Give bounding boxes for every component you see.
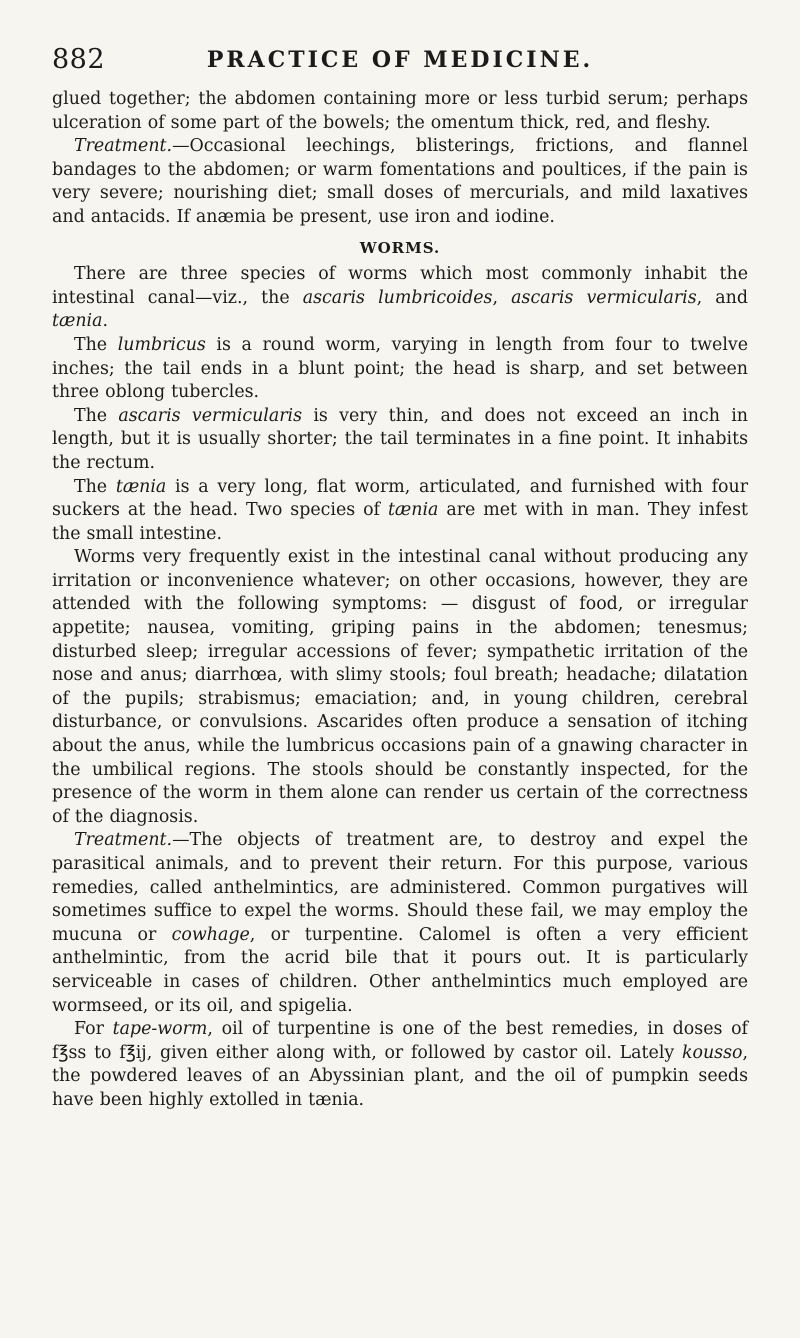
treatment-label: Treatment. [74,830,173,851]
term: tænia [387,500,439,521]
text-run: —The objects of treatment are, to destroy and expel the parasitical animals, and to prevent their return. For this purpose, various remedies, called anthelmintics, are administered. Common purgatives will sometimes suffice to expel the worms. Should these fail, we may employ the mucuna or [52,830,748,945]
page-header [52,44,748,88]
text-run: , oil of turpentine is one of the best remedies, in doses of f℥ss to f℥ij, given either along with, or followed by castor oil. Lately [52,1019,748,1063]
page-number: 882 [52,44,106,75]
text-run: , the powdered leaves of an Abyssinian plant, and the oil of pumpkin seeds have been highly extolled in tænia. [52,1042,748,1110]
paragraph-ascaris [52,405,748,476]
term: cowhage [171,924,250,945]
text-run: are met with in man. They infest the small intestine. [52,500,748,544]
paragraph-treatment [52,135,748,229]
text-run: , and [696,287,749,308]
term: tape-worm [112,1019,208,1040]
text-run: There are three species of worms which most commonly inhabit the intestinal canal—viz., the [52,264,748,308]
text-run: , or turpentine. Calomel is often a very efficient anthelmintic, from the acrid bile that it pours out. It is particularly serviceable in cases of children. Other anthelmintics much employed are wormseed, or its oil, and spigelia. [52,924,748,1016]
paragraph-lumbricus [52,334,748,405]
text-run: The [74,405,119,426]
text-run: For [74,1019,113,1040]
section-heading-worms: WORMS. [359,238,441,257]
paragraph-continued: glued together; the abdomen containing more or less turbid serum; perhaps ulceration of some part of the bowels; the omentum thick, red, and fleshy. [52,89,748,133]
text-run: is a very long, flat worm, articulated, and furnished with four suckers at the head. Two species of [52,476,749,521]
paragraph-symptoms: Worms very frequently exist in the intestinal canal without producing any irritation or inconvenience whatever; on other occasions, however, they are attended with the following symptoms: — disgust of food, or irregular appetite; nausea, vomiting, griping pains in the abdomen; tenesmus; disturbed sleep; irregular accessions of fever; sympathetic irritation of the nose and anus; diarrhœa, with slimy stools; foul breath; headache; dilatation of the pupils; strabismus; emaciation; and, in young children, cerebral disturbance, or convulsions. Ascarides often produce a sensation of itching about the anus, while the lumbricus occasions pain of a gnawing character in the umbilical regions. The stools should be constantly inspected, for the presence of the worm in them alone can render us certain of the correctness of the diagnosis. [52,547,748,827]
text-run: is a round worm, varying in length from four to twelve inches; the tail ends in a blunt point; the head is sharp, and set between three oblong tubercles. [52,334,748,403]
term: kousso [681,1042,743,1063]
running-head: PRACTICE OF MEDICINE. [206,47,594,73]
paragraph-worms-species [52,263,748,334]
body-text [52,88,748,1113]
term: tænia [52,311,103,332]
paragraph-taenia [52,476,748,547]
text-run: , [492,287,512,308]
term: ascaris lumbricoides [302,287,493,308]
text-run: is very thin, and does not exceed an inch in length, but it is usually shorter; the tail terminates in a fine point. It inhabits the rectum. [52,405,748,473]
treatment-label: Treatment. [74,136,173,157]
text-run: The [74,476,116,497]
paragraph-tape-worm [52,1018,748,1112]
term: ascaris vermicularis [118,405,303,426]
term: ascaris vermicularis [511,287,697,308]
term: lumbricus [117,334,206,355]
treatment-text: —Occasional leechings, blisterings, frictions, and flannel bandages to the abdomen; or warm fomentations and poultices, if the pain is very severe; nourishing diet; small doses of mercurials, and mild laxatives and antacids. If anæmia be present, use iron and iodine. [52,136,748,227]
term: tænia [115,476,167,497]
text-run: The [74,334,118,355]
paragraph-worms-treatment [52,829,748,1018]
text-run: . [102,311,108,332]
